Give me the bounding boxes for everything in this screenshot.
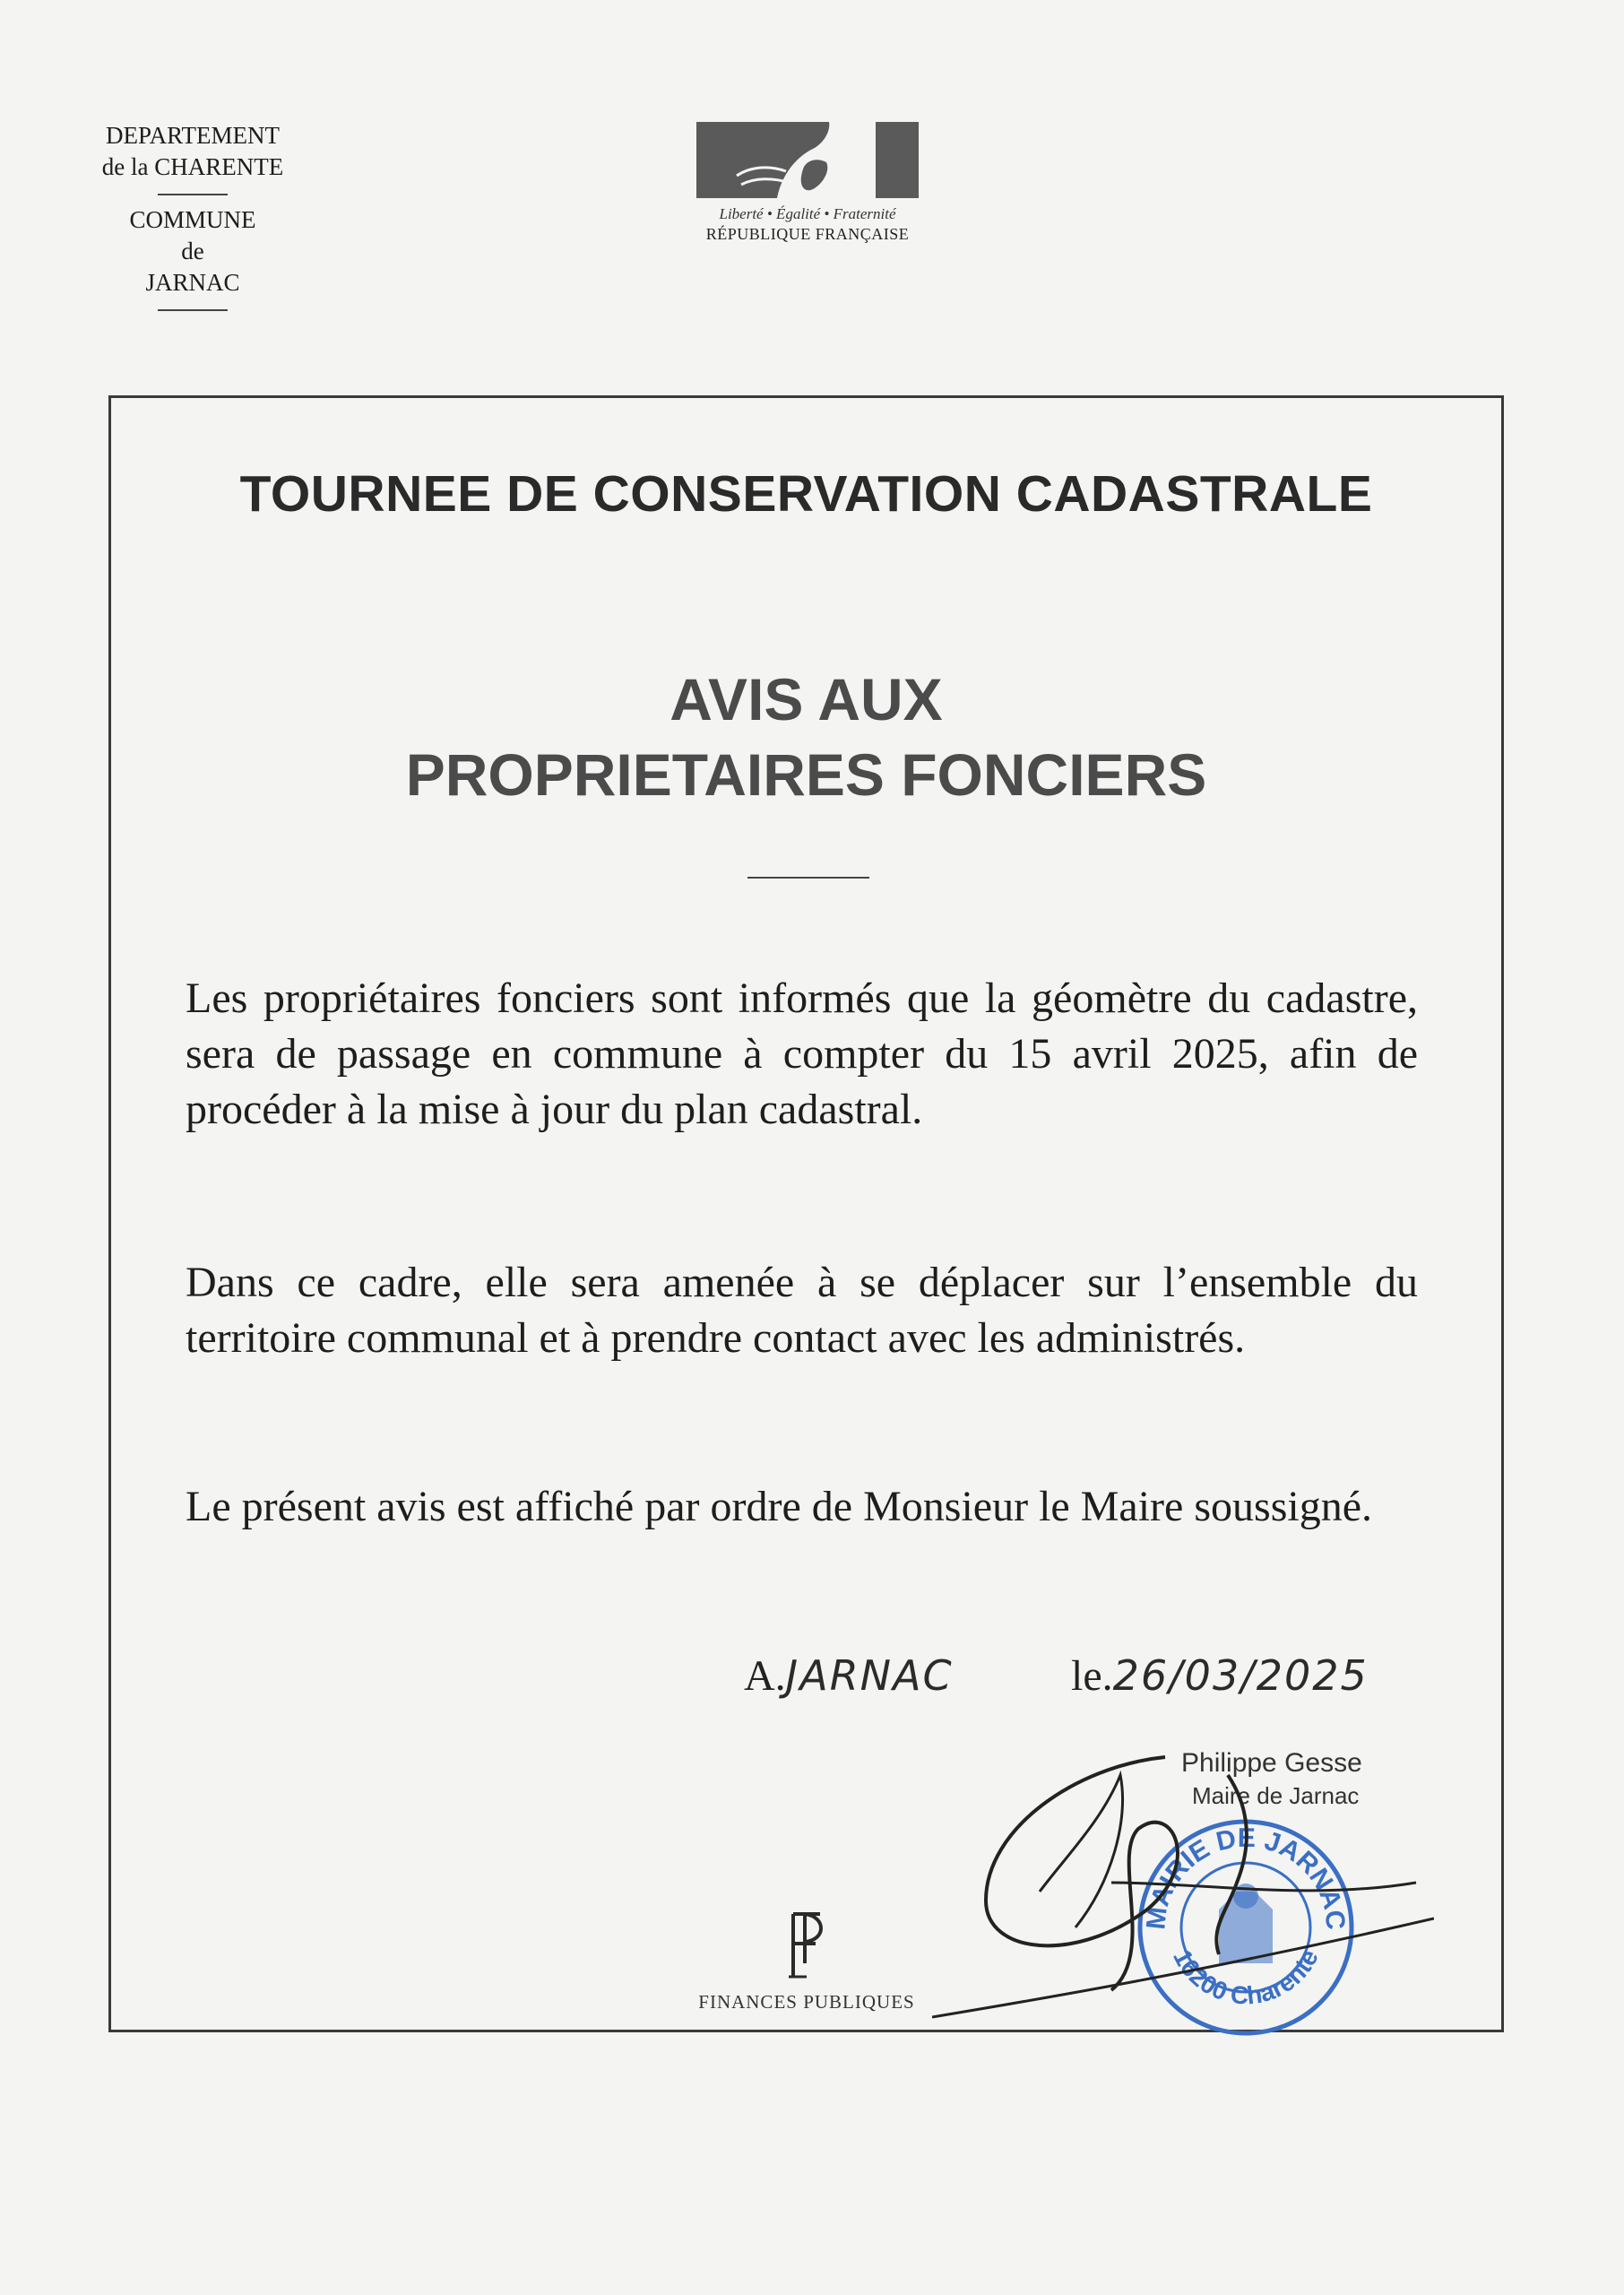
department-line-1: DEPARTEMENT xyxy=(106,122,280,149)
heading-divider xyxy=(747,877,869,879)
date-field xyxy=(1071,1651,1369,1701)
republic-motto: Liberté • Égalité • Fraternité xyxy=(719,205,896,222)
notice-title: TOURNEE DE CONSERVATION CADASTRALE xyxy=(239,465,1373,523)
commune-line-1: COMMUNE xyxy=(129,206,256,233)
header-divider xyxy=(158,309,228,311)
finances-publiques-label: FINANCES PUBLIQUES xyxy=(698,1991,915,2013)
heading-line-1: AVIS AUX xyxy=(669,666,943,732)
place-field xyxy=(744,1651,954,1701)
marianne-icon xyxy=(696,122,919,198)
stamp-top-text: MAIRIE DE JARNAC xyxy=(1141,1823,1351,1931)
paragraph-3: Le présent avis est affiché par ordre de Monsieur le Maire soussigné. xyxy=(186,1483,1373,1530)
finances-publiques-logo xyxy=(690,1910,923,2014)
paragraph-2: Dans ce cadre, elle sera amenée à se déplacer sur l’ensemble du territoire communal et à prendre contact avec les administrés. xyxy=(186,1259,1418,1362)
department-header xyxy=(63,120,323,320)
finances-publiques-icon xyxy=(780,1910,834,1981)
date-handwritten: 26/03/2025 xyxy=(1112,1651,1369,1700)
mayor-name: Philippe Gesse xyxy=(1181,1748,1362,1778)
republique-logo xyxy=(695,122,920,244)
date-prefix: le. xyxy=(1071,1652,1113,1700)
paragraph-1: Les propriétaires fonciers sont informés que la géomètre du cadastre, sera de passage en commune à compter du 15 avril 2025, afin de procéder à la mise à jour du plan cadastral. xyxy=(186,974,1418,1133)
header-divider xyxy=(158,194,228,195)
republic-label: RÉPUBLIQUE FRANÇAISE xyxy=(705,225,910,243)
commune-line-3: JARNAC xyxy=(145,269,240,296)
stamp-bottom-text: 16200 Charente xyxy=(1168,1944,1324,2010)
department-line-2: de la CHARENTE xyxy=(101,153,284,180)
notice-heading xyxy=(108,662,1504,812)
commune-line-2: de xyxy=(181,238,204,264)
place-handwritten: JARNAC xyxy=(785,1651,954,1700)
mayor-signature xyxy=(932,1748,1434,2040)
heading-line-2: PROPRIETAIRES FONCIERS xyxy=(405,741,1207,808)
place-prefix: A. xyxy=(744,1652,786,1700)
mayor-title: Maire de Jarnac xyxy=(1192,1782,1360,1809)
